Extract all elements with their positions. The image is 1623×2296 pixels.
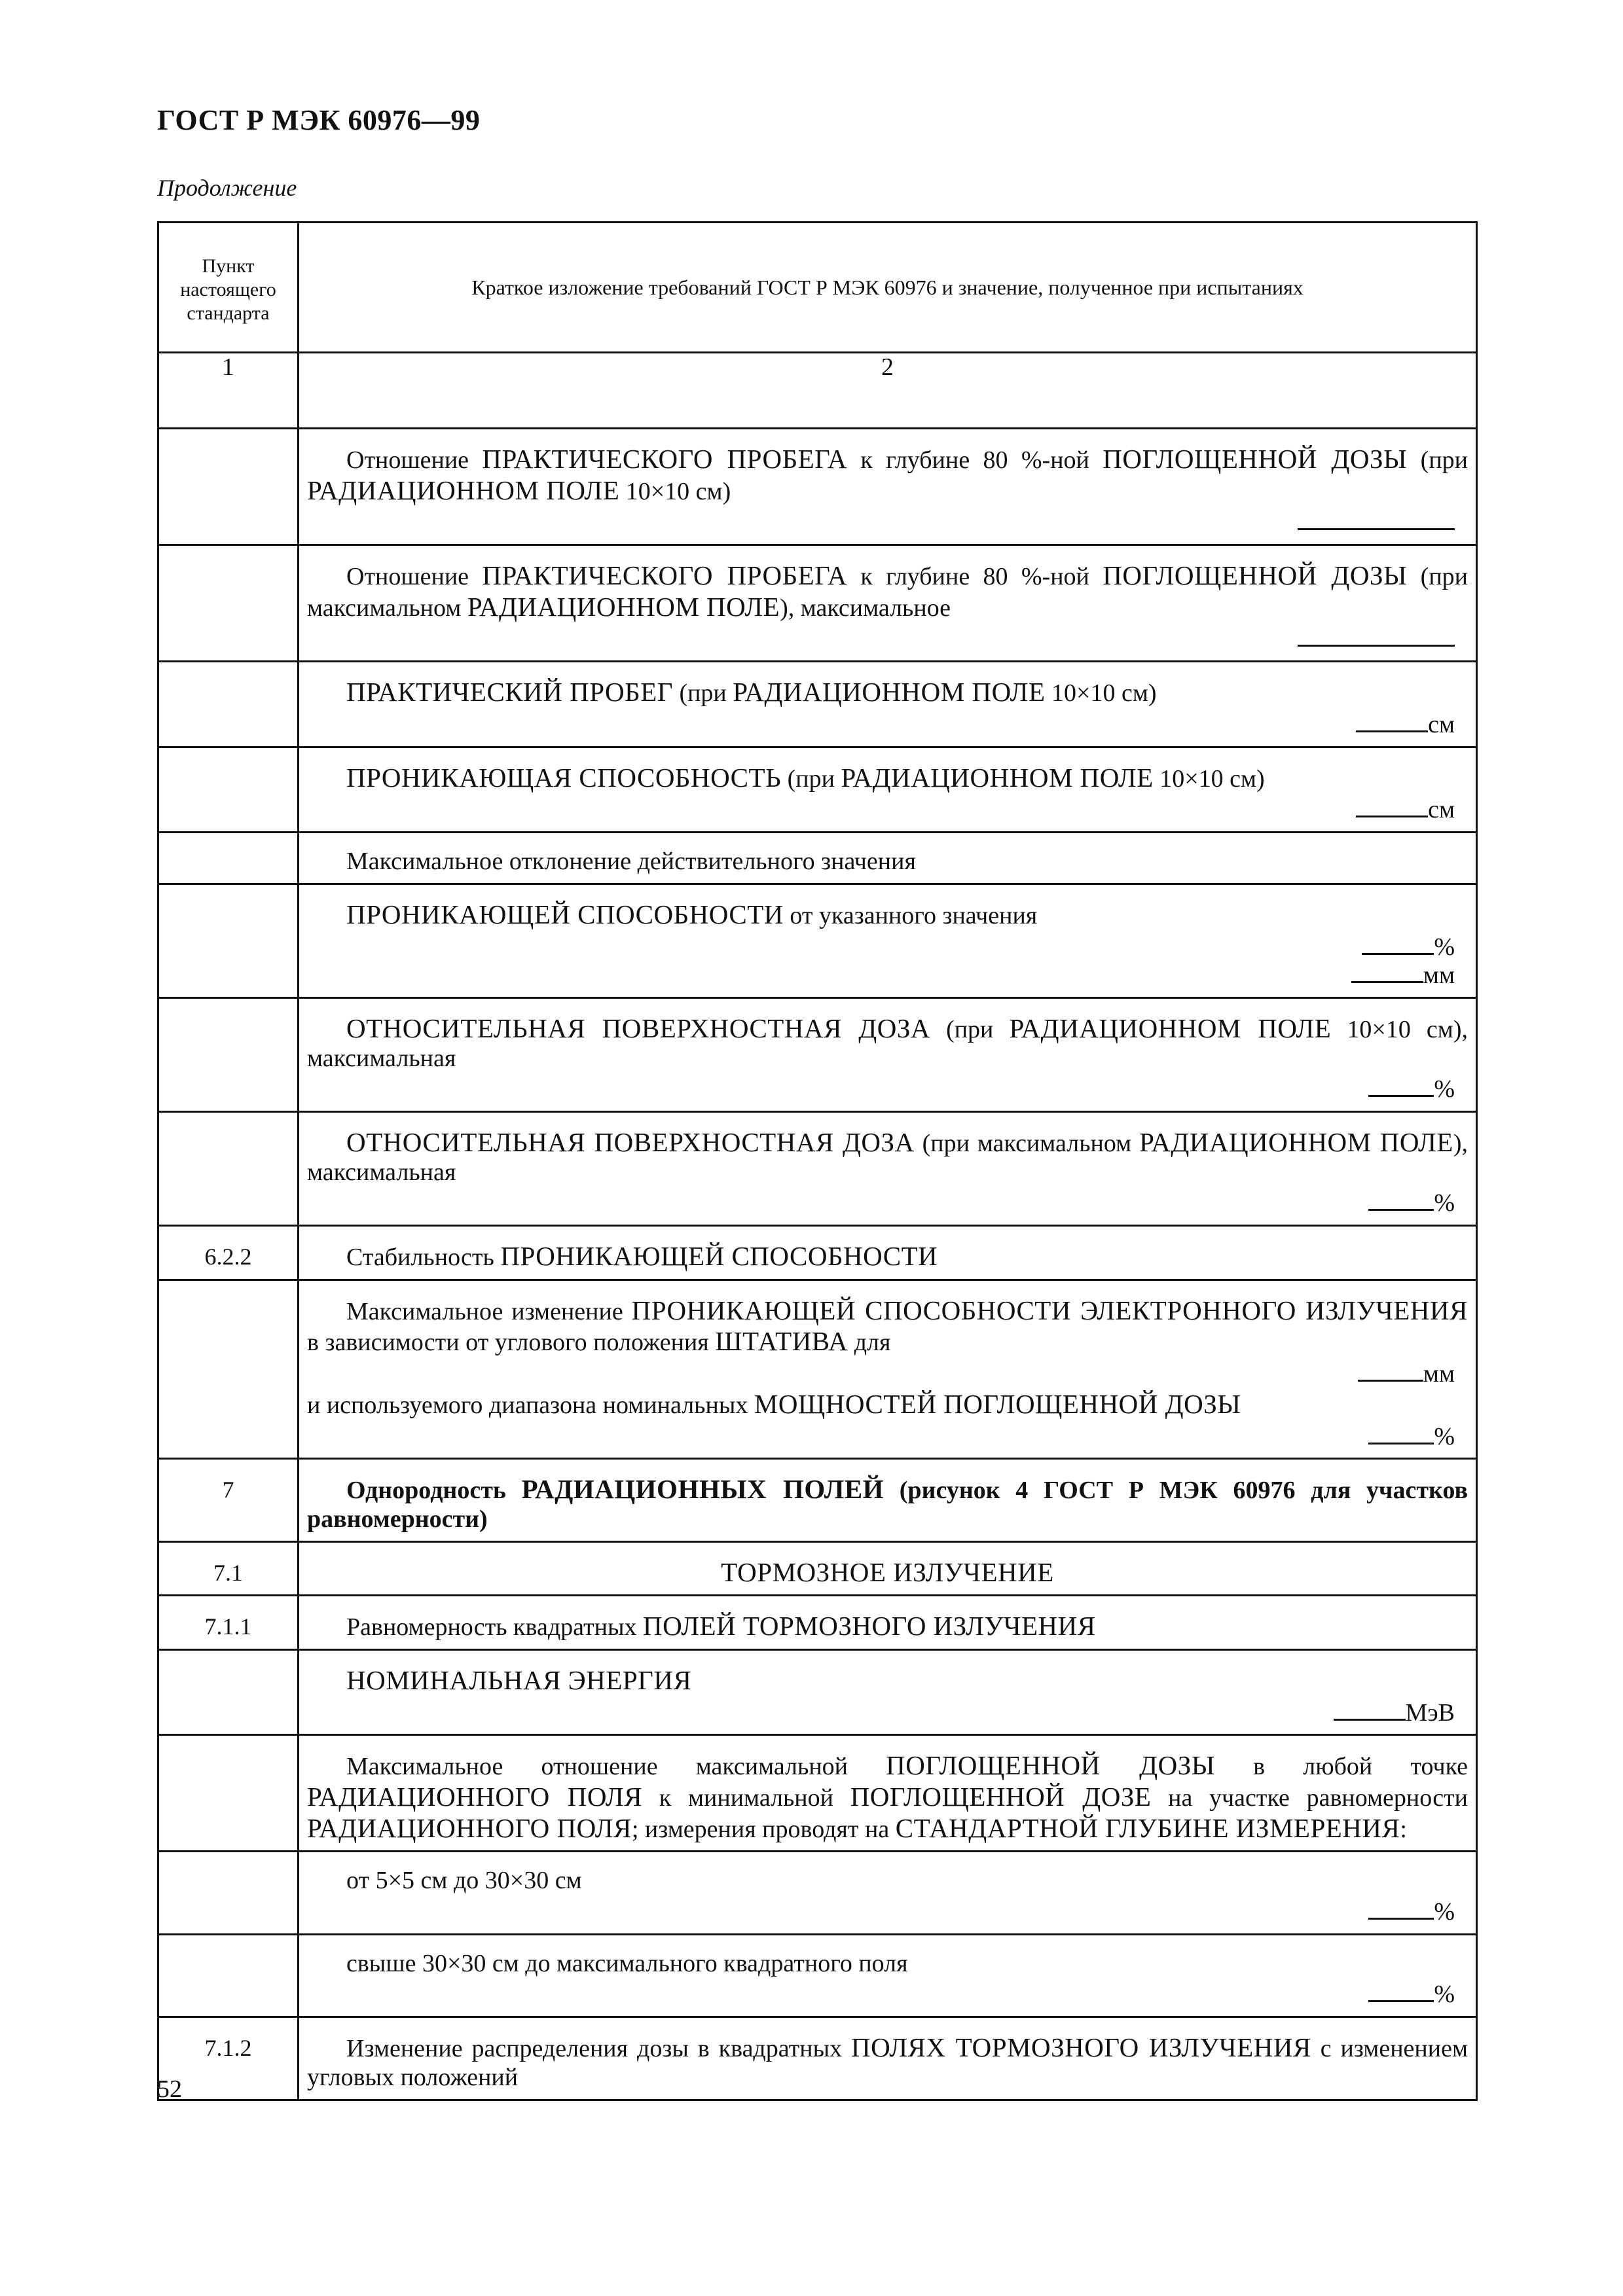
value-blank[interactable] [307,796,1468,825]
table-row [158,1112,1477,1226]
table-row [158,1852,1477,1934]
term-segment: ПРАКТИЧЕСКИЙ ПРОБЕГ [346,677,673,708]
row-text [299,997,1477,1111]
row-text [299,662,1477,747]
value-blank[interactable] [307,1189,1468,1218]
col2-header: Краткое изложение требований ГОСТ Р МЭК 60976 и значение, полученное при испытаниях [299,223,1477,353]
text-segment: свыше 30×30 см до максимального квадратного поля [346,1949,908,1977]
table-row [158,997,1477,1111]
fill-line[interactable] [1368,1423,1434,1444]
table-row [158,1541,1477,1596]
term-segment: ПРАКТИЧЕСКОГО ПРОБЕГА [482,560,848,591]
value-blank[interactable] [307,1699,1468,1728]
col1-header: Пункт настоящего стандарта [158,223,299,353]
text-segment: к глубине 80 %-ной [847,446,1103,474]
text-segment: Однородность [346,1477,522,1505]
unit-label: мм [1423,961,1455,990]
text-segment: от 5×5 см до 30×30 см [346,1867,582,1895]
row-clause [158,545,299,662]
row-clause [158,1934,299,2017]
table-row [158,1459,1477,1541]
fill-line[interactable] [1298,509,1455,530]
text-segment: от указанного значения [783,901,1038,929]
fill-line[interactable] [1356,796,1428,817]
text-segment: 10×10 см) [1153,764,1265,793]
text-segment: (при [930,1015,1010,1043]
term-segment: ПОГЛОЩЕННОЙ ДОЗЫ [1103,444,1408,474]
requirements-table [157,221,1478,2101]
row-text [299,1280,1477,1458]
fill-line[interactable] [1368,1189,1434,1211]
term-segment: ТОРМОЗНОЕ ИЗЛУЧЕНИЕ [721,1556,1054,1587]
row-clause: 7.1.2 [158,2017,299,2100]
table-row [158,2017,1477,2100]
term-segment: РАДИАЦИОННОМ ПОЛЕ [1139,1127,1453,1157]
term-segment: ПОГЛОЩЕННОЙ ДОЗЕ [850,1782,1152,1812]
table-row [158,884,1477,997]
fill-line[interactable] [1358,1360,1423,1382]
term-segment: МОЩНОСТЕЙ ПОГЛОЩЕННОЙ ДОЗЫ [754,1388,1241,1419]
table-row [158,1934,1477,2017]
row-clause [158,1735,299,1852]
unit-label: % [1434,1422,1455,1450]
term-segment: РАДИАЦИОННОМ ПОЛЕ [1009,1013,1332,1043]
text-segment: : [1400,1815,1407,1843]
fill-line[interactable] [1368,1981,1434,2002]
text-segment: (при [672,679,733,708]
term-segment: ОТНОСИТЕЛЬНАЯ ПОВЕРХНОСТНАЯ ДОЗА [346,1127,915,1157]
row-text [299,1226,1477,1280]
table-row [158,1649,1477,1734]
text-segment: 10×10 см) [619,477,731,505]
row-clause [158,662,299,747]
row-text [299,1852,1477,1934]
term-segment: ПРОНИКАЮЩЕЙ СПОСОБНОСТИ ЭЛЕКТРОННОГО ИЗЛУЧЕНИЯ [631,1295,1468,1325]
value-blank[interactable] [307,933,1468,962]
table-header-row [158,223,1477,353]
page-number: 52 [157,2075,182,2103]
text-segment: 10×10 см), максимальная [307,1015,1468,1072]
row-text [299,1649,1477,1734]
text-segment: на участке равномерности [1151,1784,1468,1812]
table-row [158,832,1477,884]
term-segment: ПРАКТИЧЕСКОГО ПРОБЕГА [482,444,848,474]
value-blank[interactable] [307,1981,1468,2009]
text-segment: с изменением угловых положений [307,2035,1468,2091]
term-segment: РАДИАЦИОННОМ ПОЛЕ [841,762,1154,793]
text-segment: Равномерность квадратных [346,1613,644,1641]
row-text [299,832,1477,884]
fill-line[interactable] [1362,933,1434,955]
row-clause [158,429,299,545]
text-segment: (при максимальном [307,563,1468,622]
unit-label: см [1428,710,1455,738]
text-segment: ), максимальное [780,594,951,622]
text-segment: Стабильность [346,1244,501,1272]
table-row [158,1280,1477,1458]
term-segment: СТАНДАРТНОЙ ГЛУБИНЕ ИЗМЕРЕНИЯ [895,1812,1400,1843]
term-segment: ОТНОСИТЕЛЬНАЯ ПОВЕРХНОСТНАЯ ДОЗА [346,1013,930,1043]
table-row [158,1735,1477,1852]
text-segment: и используемого диапазона номинальных [307,1391,754,1419]
text-segment: Максимальное отношение максимальной [346,1753,886,1781]
text-segment: в любой точке [1215,1753,1468,1781]
unit-label: МэВ [1405,1698,1455,1727]
unit-label: мм [1423,1360,1455,1388]
row-clause [158,1112,299,1226]
row-text [299,1934,1477,2017]
value-blank[interactable] [307,961,1468,990]
row-clause [158,832,299,884]
text-segment: (рисунок 4 ГОСТ Р МЭК 60976 для участков равномерности) [307,1477,1468,1533]
row-clause [158,1280,299,1458]
value-blank[interactable] [307,509,1468,537]
term-segment: НОМИНАЛЬНАЯ ЭНЕРГИЯ [346,1664,692,1695]
fill-line[interactable] [1334,1699,1406,1721]
row-text [299,1541,1477,1596]
row-text [299,545,1477,662]
unit-label: % [1434,1981,1455,2009]
row-clause: 7.1 [158,1541,299,1596]
fill-line[interactable] [1368,1075,1434,1097]
unit-label: % [1434,1189,1455,1217]
unit-label: см [1428,796,1455,824]
col1-number: 1 [158,353,299,429]
text-segment: ; измерения проводят на [631,1815,896,1843]
text-segment: для [848,1329,891,1357]
text-segment: 10×10 см) [1045,679,1157,708]
row-clause [158,1852,299,1934]
row-clause: 7.1.1 [158,1596,299,1650]
row-text [299,429,1477,545]
term-segment: ПОГЛОЩЕННОЙ ДОЗЫ [886,1750,1216,1781]
table-row [158,429,1477,545]
table-row [158,1226,1477,1280]
unit-label: % [1434,933,1455,961]
term-segment: ПОГЛОЩЕННОЙ ДОЗЫ [1103,560,1408,591]
fill-line[interactable] [1351,961,1423,983]
term-segment: РАДИАЦИОННОГО ПОЛЯ [307,1812,632,1843]
value-blank[interactable] [307,711,1468,740]
value-blank[interactable] [307,625,1468,654]
row-text [299,1112,1477,1226]
text-segment: Отношение [346,563,483,591]
value-blank[interactable] [307,1360,1468,1389]
row-text [299,884,1477,997]
continuation-label: Продолжение [157,175,297,201]
term-segment: РАДИАЦИОННОГО ПОЛЯ [307,1782,643,1812]
value-blank[interactable] [307,1075,1468,1104]
text-segment: Изменение распределения дозы в квадратных [346,2035,852,2063]
term-segment: РАДИАЦИОННОМ ПОЛЕ [307,475,620,505]
term-segment: РАДИАЦИОННОМ ПОЛЕ [467,591,780,622]
term-segment: РАДИАЦИОННОМ ПОЛЕ [733,677,1046,708]
row-text [299,1459,1477,1541]
term-segment: ПРОНИКАЮЩАЯ СПОСОБНОСТЬ [346,762,782,793]
row-clause [158,1649,299,1734]
row-text [299,1596,1477,1650]
term-segment: ПОЛЯХ ТОРМОЗНОГО ИЗЛУЧЕНИЯ [851,2032,1311,2063]
term-segment: ПРОНИКАЮЩЕЙ СПОСОБНОСТИ [500,1241,938,1272]
table-row [158,747,1477,832]
row-text [299,2017,1477,2100]
row-text [299,747,1477,832]
text-segment: (при [781,764,841,793]
document-title: ГОСТ Р МЭК 60976—99 [157,104,481,136]
row-clause [158,884,299,997]
column-number-row [158,353,1477,429]
text-segment: (при максимальном [914,1130,1140,1157]
term-segment: ПОЛЕЙ ТОРМОЗНОГО ИЗЛУЧЕНИЯ [643,1611,1096,1641]
fill-line[interactable] [1356,711,1428,732]
row-clause: 7 [158,1459,299,1541]
col2-number: 2 [299,353,1477,429]
table-row [158,545,1477,662]
value-blank[interactable] [307,1423,1468,1452]
table-row [158,1596,1477,1650]
text-segment: Максимальное изменение [346,1297,632,1325]
text-segment: к глубине 80 %-ной [847,563,1103,591]
term-segment: РАДИАЦИОННЫХ ПОЛЕЙ [521,1474,884,1505]
table-row [158,662,1477,747]
unit-label: % [1434,1075,1455,1103]
value-blank[interactable] [307,1898,1468,1927]
term-segment: ПРОНИКАЮЩЕЙ СПОСОБНОСТИ [346,899,784,929]
text-segment: (при [1407,446,1468,474]
fill-line[interactable] [1368,1898,1434,1920]
row-clause [158,747,299,832]
fill-line[interactable] [1298,625,1455,647]
text-segment: Максимальное отклонение действительного значения [346,847,916,875]
text-segment: Отношение [346,446,483,474]
unit-label: % [1434,1898,1455,1926]
row-text [299,1735,1477,1852]
text-segment: ), максимальная [307,1130,1468,1186]
text-segment: к минимальной [642,1784,850,1812]
row-clause [158,997,299,1111]
term-segment: ШТАТИВА [715,1326,848,1357]
row-clause: 6.2.2 [158,1226,299,1280]
text-segment: в зависимости от углового положения [307,1329,716,1357]
